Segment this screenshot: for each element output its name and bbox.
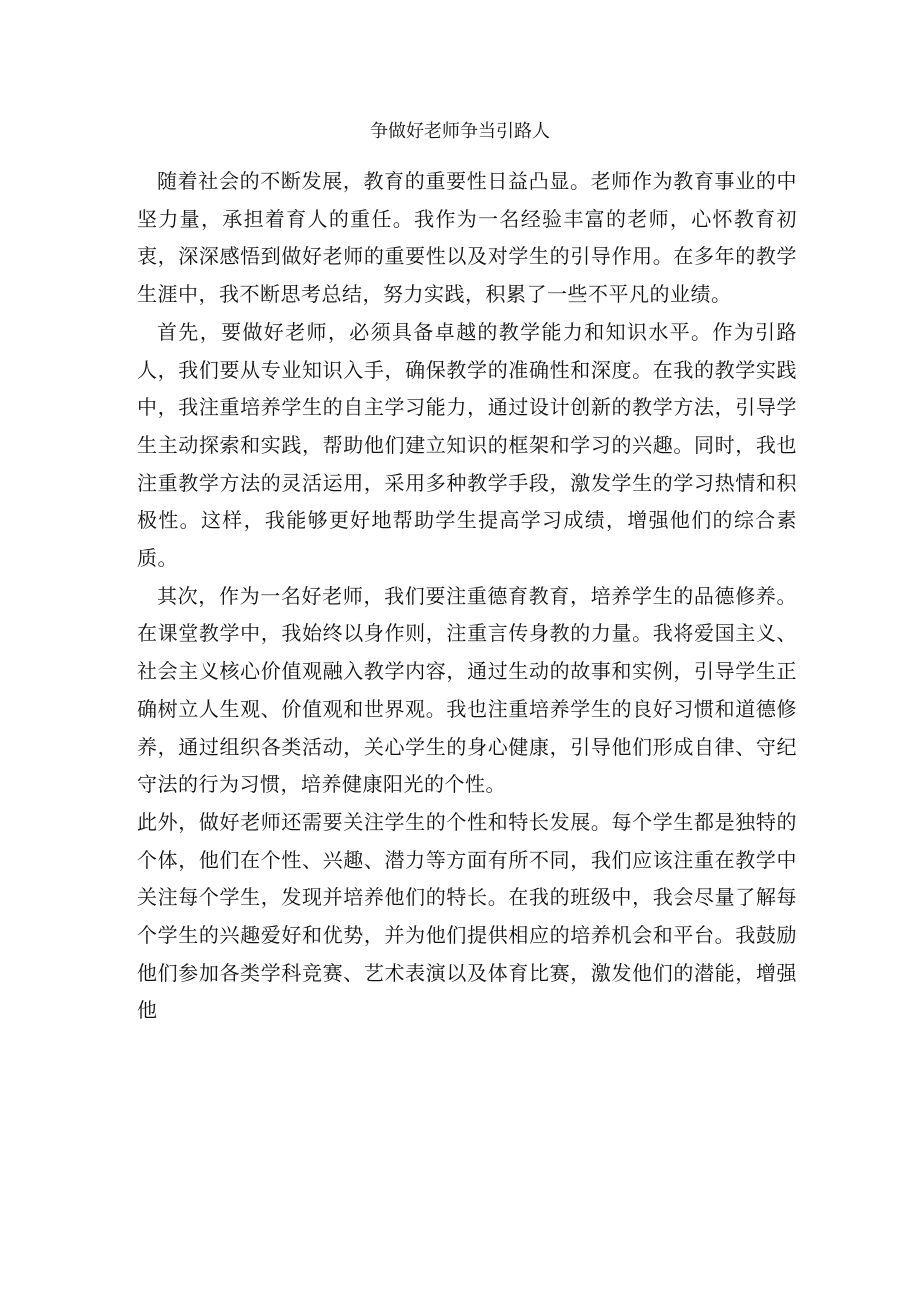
paragraph-intro: 随着社会的不断发展，教育的重要性日益凸显。老师作为教育事业的中坚力量，承担着育人的重任。我作为一名经验丰富的老师，心怀教育初衷，深深感悟到做好老师的重要性以及对学生的引导作用。在多年的教学生涯中，我不断思考总结，努力实践，积累了一些不平凡的业绩。 — [137, 169, 797, 307]
paragraph-third-point: 此外，做好老师还需要关注学生的个性和特长发展。每个学生都是独特的个体，他们在个性、兴趣、潜力等方面有所不同，我们应该注重在教学中关注每个学生，发现并培养他们的特长。在我的班级中，我会尽量了解每个学生的兴趣爱好和优势，并为他们提供相应的培养机会和平台。我鼓励他们参加各类学科竞赛、艺术表演以及体育比赛，激发他们的潜能，增强他 — [137, 809, 797, 1023]
document-body — [137, 163, 797, 1030]
paragraph-second-point: 其次，作为一名好老师，我们要注重德育教育，培养学生的品德修养。在课堂教学中，我始终以身作则，注重言传身教的力量。我将爱国主义、社会主义核心价值观融入教学内容，通过生动的故事和实例，引导学生正确树立人生观、价值观和世界观。我也注重培养学生的良好习惯和道德修养，通过组织各类活动，关心学生的身心健康，引导他们形成自律、守纪守法的行为习惯，培养健康阳光的个性。 — [137, 583, 797, 797]
document-title: 争做好老师争当引路人 — [370, 121, 550, 142]
paragraph-first-point: 首先，要做好老师，必须具备卓越的教学能力和知识水平。作为引路人，我们要从专业知识入手，确保教学的准确性和深度。在我的教学实践中，我注重培养学生的自主学习能力，通过设计创新的教学方法，引导学生主动探索和实践，帮助他们建立知识的框架和学习的兴趣。同时，我也注重教学方法的灵活运用，采用多种教学手段，激发学生的学习热情和积极性。这样，我能够更好地帮助学生提高学习成绩，增强他们的综合素质。 — [137, 319, 797, 571]
